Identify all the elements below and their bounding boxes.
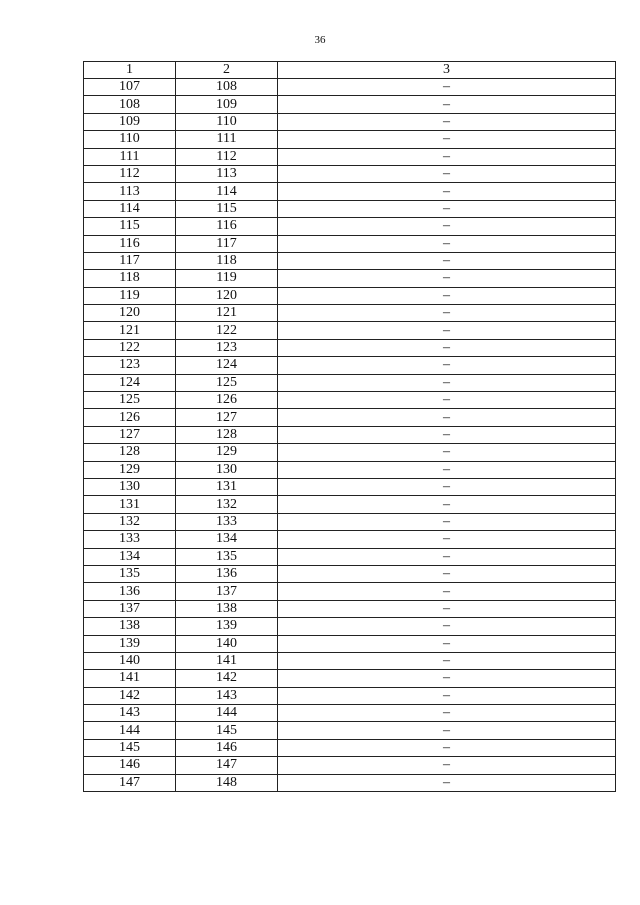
table-row xyxy=(84,426,616,443)
table-cell-col-2: 123 xyxy=(176,339,278,356)
table-cell-col-2: 139 xyxy=(176,618,278,635)
table-cell-col-1: 117 xyxy=(84,252,176,269)
table-cell-col-1: 137 xyxy=(84,600,176,617)
table-cell-col-1: 143 xyxy=(84,705,176,722)
table-cell-col-1: 112 xyxy=(84,165,176,182)
table-row xyxy=(84,131,616,148)
table-cell-col-2: 134 xyxy=(176,531,278,548)
table-row xyxy=(84,687,616,704)
table-cell-col-2: 114 xyxy=(176,183,278,200)
table-cell-col-1: 120 xyxy=(84,305,176,322)
table-row xyxy=(84,583,616,600)
table-row xyxy=(84,270,616,287)
table-cell-col-3: – xyxy=(278,461,616,478)
table-cell-col-1: 121 xyxy=(84,322,176,339)
table-cell-col-1: 107 xyxy=(84,79,176,96)
table-cell-col-1: 108 xyxy=(84,96,176,113)
table-row xyxy=(84,200,616,217)
table-cell-col-1: 146 xyxy=(84,757,176,774)
table-cell-col-2: 113 xyxy=(176,165,278,182)
table-cell-col-3: – xyxy=(278,96,616,113)
table-cell-col-2: 146 xyxy=(176,739,278,756)
table-cell-col-1: 144 xyxy=(84,722,176,739)
table-cell-col-3: – xyxy=(278,252,616,269)
table-cell-col-2: 110 xyxy=(176,113,278,130)
table-cell-col-1: 133 xyxy=(84,531,176,548)
table-row xyxy=(84,618,616,635)
table-cell-col-1: 126 xyxy=(84,409,176,426)
table-cell-col-1: 113 xyxy=(84,183,176,200)
table-row xyxy=(84,165,616,182)
table-cell-col-2: 119 xyxy=(176,270,278,287)
table-cell-col-2: 138 xyxy=(176,600,278,617)
table-row xyxy=(84,513,616,530)
table-cell-col-2: 130 xyxy=(176,461,278,478)
table-cell-col-3: – xyxy=(278,722,616,739)
page-number: 36 xyxy=(314,34,326,46)
table-cell-col-1: 136 xyxy=(84,583,176,600)
table-row xyxy=(84,652,616,669)
table-cell-col-3: – xyxy=(278,600,616,617)
table-cell-col-3: – xyxy=(278,531,616,548)
column-header-3: 3 xyxy=(278,62,616,79)
table-cell-col-3: – xyxy=(278,618,616,635)
table-cell-col-1: 119 xyxy=(84,287,176,304)
table-cell-col-1: 130 xyxy=(84,478,176,495)
table-cell-col-2: 135 xyxy=(176,548,278,565)
table-cell-col-2: 126 xyxy=(176,392,278,409)
table-cell-col-3: – xyxy=(278,392,616,409)
table-cell-col-2: 143 xyxy=(176,687,278,704)
table-cell-col-2: 112 xyxy=(176,148,278,165)
table-row xyxy=(84,409,616,426)
table-cell-col-3: – xyxy=(278,322,616,339)
table-row xyxy=(84,357,616,374)
table-cell-col-3: – xyxy=(278,583,616,600)
table-cell-col-1: 125 xyxy=(84,392,176,409)
table-row xyxy=(84,635,616,652)
table-cell-col-1: 138 xyxy=(84,618,176,635)
table-row xyxy=(84,444,616,461)
table-cell-col-2: 108 xyxy=(176,79,278,96)
table-cell-col-3: – xyxy=(278,739,616,756)
table-row xyxy=(84,670,616,687)
table-cell-col-3: – xyxy=(278,148,616,165)
table-cell-col-3: – xyxy=(278,113,616,130)
table-cell-col-1: 134 xyxy=(84,548,176,565)
table-row xyxy=(84,600,616,617)
table-cell-col-2: 117 xyxy=(176,235,278,252)
table-cell-col-3: – xyxy=(278,687,616,704)
table-cell-col-3: – xyxy=(278,270,616,287)
table-cell-col-3: – xyxy=(278,757,616,774)
table-cell-col-1: 135 xyxy=(84,565,176,582)
table-cell-col-2: 125 xyxy=(176,374,278,391)
table-row xyxy=(84,79,616,96)
table-body xyxy=(84,79,616,792)
table-row xyxy=(84,478,616,495)
table-cell-col-3: – xyxy=(278,548,616,565)
table-cell-col-3: – xyxy=(278,565,616,582)
table-row xyxy=(84,565,616,582)
table-cell-col-1: 145 xyxy=(84,739,176,756)
table-cell-col-2: 109 xyxy=(176,96,278,113)
table-cell-col-3: – xyxy=(278,670,616,687)
table-cell-col-2: 147 xyxy=(176,757,278,774)
table-cell-col-3: – xyxy=(278,513,616,530)
table-cell-col-2: 145 xyxy=(176,722,278,739)
table-cell-col-3: – xyxy=(278,305,616,322)
table-cell-col-3: – xyxy=(278,409,616,426)
column-header-1: 1 xyxy=(84,62,176,79)
table-cell-col-3: – xyxy=(278,426,616,443)
table-cell-col-2: 142 xyxy=(176,670,278,687)
table-cell-col-3: – xyxy=(278,218,616,235)
table-cell-col-3: – xyxy=(278,374,616,391)
table-cell-col-2: 127 xyxy=(176,409,278,426)
table-cell-col-3: – xyxy=(278,635,616,652)
table-cell-col-2: 141 xyxy=(176,652,278,669)
table-cell-col-1: 118 xyxy=(84,270,176,287)
table-cell-col-3: – xyxy=(278,357,616,374)
table-row xyxy=(84,322,616,339)
table-row xyxy=(84,235,616,252)
table-cell-col-1: 142 xyxy=(84,687,176,704)
table-cell-col-1: 131 xyxy=(84,496,176,513)
table-cell-col-3: – xyxy=(278,339,616,356)
table-cell-col-1: 114 xyxy=(84,200,176,217)
table-row xyxy=(84,392,616,409)
table-row xyxy=(84,722,616,739)
table-cell-col-1: 124 xyxy=(84,374,176,391)
table-cell-col-1: 109 xyxy=(84,113,176,130)
table-row xyxy=(84,461,616,478)
table-cell-col-3: – xyxy=(278,496,616,513)
table-cell-col-1: 127 xyxy=(84,426,176,443)
table-cell-col-3: – xyxy=(278,200,616,217)
table-row xyxy=(84,757,616,774)
table-cell-col-3: – xyxy=(278,183,616,200)
table-cell-col-1: 147 xyxy=(84,774,176,791)
table-cell-col-2: 124 xyxy=(176,357,278,374)
table-header xyxy=(84,62,616,79)
table-cell-col-2: 131 xyxy=(176,478,278,495)
table-cell-col-2: 120 xyxy=(176,287,278,304)
column-header-2: 2 xyxy=(176,62,278,79)
table-cell-col-3: – xyxy=(278,652,616,669)
table-row xyxy=(84,113,616,130)
table-cell-col-2: 133 xyxy=(176,513,278,530)
table-row xyxy=(84,339,616,356)
table-cell-col-3: – xyxy=(278,287,616,304)
table-cell-col-3: – xyxy=(278,165,616,182)
table-row xyxy=(84,218,616,235)
table-row xyxy=(84,183,616,200)
table-cell-col-2: 122 xyxy=(176,322,278,339)
table-row xyxy=(84,705,616,722)
table-row xyxy=(84,548,616,565)
header-row xyxy=(84,62,616,79)
table-cell-col-1: 140 xyxy=(84,652,176,669)
table-cell-col-1: 123 xyxy=(84,357,176,374)
table-cell-col-2: 118 xyxy=(176,252,278,269)
table-cell-col-3: – xyxy=(278,131,616,148)
table-cell-col-3: – xyxy=(278,478,616,495)
table-cell-col-2: 121 xyxy=(176,305,278,322)
table-cell-col-3: – xyxy=(278,444,616,461)
table-cell-col-2: 140 xyxy=(176,635,278,652)
table-cell-col-1: 132 xyxy=(84,513,176,530)
table-cell-col-3: – xyxy=(278,235,616,252)
table-cell-col-1: 128 xyxy=(84,444,176,461)
table-cell-col-2: 137 xyxy=(176,583,278,600)
table-cell-col-3: – xyxy=(278,705,616,722)
table-row xyxy=(84,774,616,791)
table-cell-col-2: 144 xyxy=(176,705,278,722)
table-row xyxy=(84,148,616,165)
table-cell-col-1: 115 xyxy=(84,218,176,235)
table-cell-col-2: 129 xyxy=(176,444,278,461)
data-table xyxy=(83,61,616,792)
table-cell-col-1: 141 xyxy=(84,670,176,687)
table-row xyxy=(84,496,616,513)
table-row xyxy=(84,287,616,304)
table-cell-col-1: 129 xyxy=(84,461,176,478)
table-cell-col-1: 116 xyxy=(84,235,176,252)
table-row xyxy=(84,531,616,548)
table-cell-col-2: 116 xyxy=(176,218,278,235)
table-cell-col-1: 111 xyxy=(84,148,176,165)
table-row xyxy=(84,739,616,756)
table-cell-col-3: – xyxy=(278,774,616,791)
table-cell-col-2: 136 xyxy=(176,565,278,582)
table-cell-col-3: – xyxy=(278,79,616,96)
table-row xyxy=(84,374,616,391)
table-row xyxy=(84,96,616,113)
table-cell-col-1: 110 xyxy=(84,131,176,148)
table-cell-col-2: 111 xyxy=(176,131,278,148)
table-row xyxy=(84,305,616,322)
table-cell-col-2: 128 xyxy=(176,426,278,443)
data-table-container xyxy=(83,61,615,792)
table-cell-col-2: 148 xyxy=(176,774,278,791)
table-cell-col-1: 122 xyxy=(84,339,176,356)
table-cell-col-2: 132 xyxy=(176,496,278,513)
table-row xyxy=(84,252,616,269)
table-cell-col-1: 139 xyxy=(84,635,176,652)
table-cell-col-2: 115 xyxy=(176,200,278,217)
